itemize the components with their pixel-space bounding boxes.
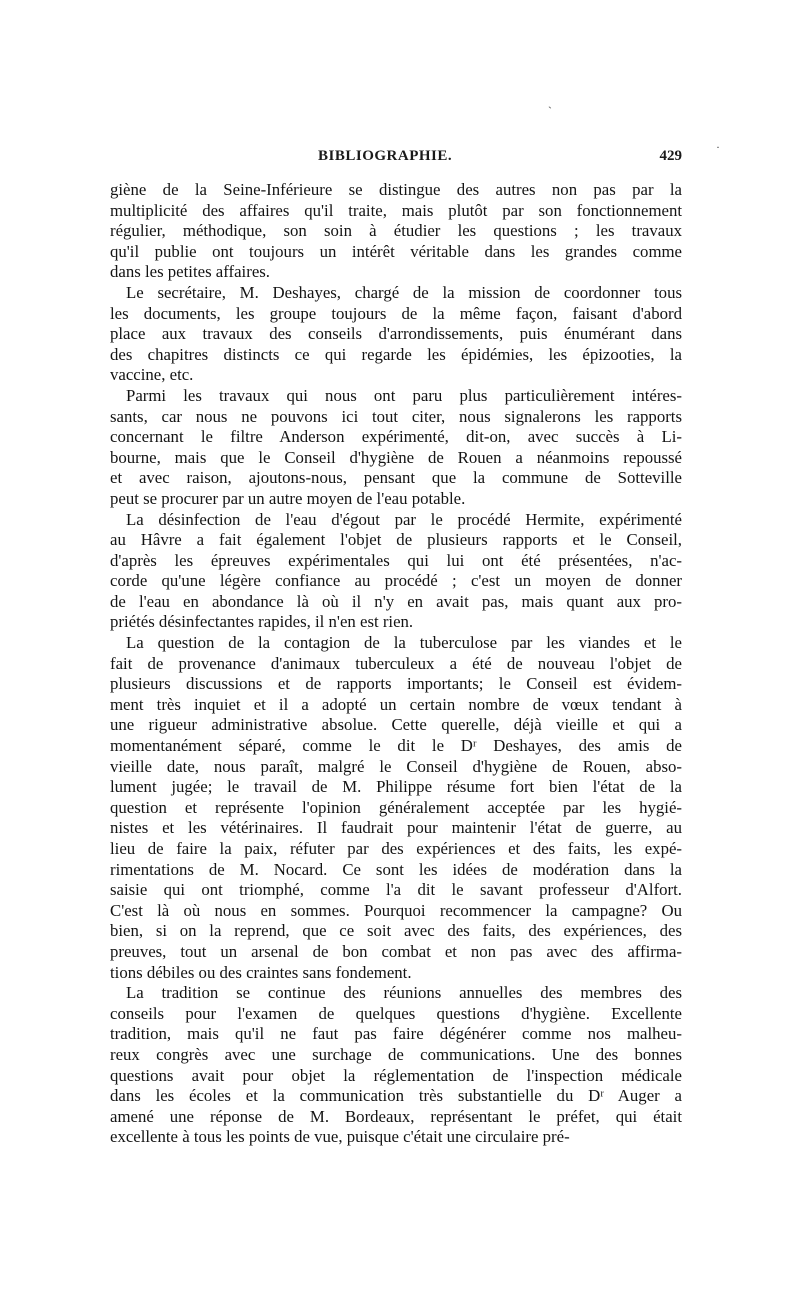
text-line: de l'eau en abondance là où il n'y en avait pas, mais quant aux pro- <box>110 591 682 611</box>
text-line: tions débiles ou des craintes sans fondement. <box>110 962 412 982</box>
text-line: saisie qui ont triomphé, comme l'a dit le savant professeur d'Alfort. <box>110 880 682 900</box>
text-line: les documents, les groupe toujours de la même façon, faisant d'abord <box>110 303 682 323</box>
text-line: dans les écoles et la communication très substantielle du Dʳ Auger a <box>110 1086 682 1106</box>
text-line: d'après les épreuves expérimentales qui lui ont été présentées, n'ac- <box>110 550 682 570</box>
text-line: nistes et les vétérinaires. Il faudrait pour maintenir l'état de guerre, au <box>110 818 682 838</box>
text-line: place aux travaux des conseils d'arrondissements, puis énumérant dans <box>110 324 682 344</box>
print-speck: ˋ <box>548 104 552 118</box>
body-text <box>110 180 682 1148</box>
text-line: sants, car nous ne pouvons ici tout citer, nous signalerons les rapports <box>110 406 682 426</box>
paragraph <box>110 983 682 1148</box>
text-line: excellente à tous les points de vue, puisque c'était une circulaire pré- <box>110 1127 570 1147</box>
text-line: momentanément séparé, comme le dit le Dʳ Deshayes, des amis de <box>110 736 682 756</box>
text-line: concernant le filtre Anderson expérimenté, dit-on, avec succès à Li- <box>110 427 682 447</box>
text-line: question et représente l'opinion généralement acceptée par les hygié- <box>110 797 682 817</box>
text-line: La question de la contagion de la tuberculose par les viandes et le <box>126 633 682 653</box>
text-line: vaccine, etc. <box>110 365 194 385</box>
text-line: amené une réponse de M. Bordeaux, représentant le préfet, qui était <box>110 1106 682 1126</box>
text-line: plusieurs discussions et de rapports importants; le Conseil est évidem- <box>110 674 682 694</box>
text-line: peut se procurer par un autre moyen de l'eau potable. <box>110 488 466 508</box>
paragraph <box>110 633 682 983</box>
text-line: multiplicité des affaires qu'il traite, mais plutôt par son fonctionnement <box>110 200 682 220</box>
print-speck: · <box>716 140 720 154</box>
text-line: Le secrétaire, M. Deshayes, chargé de la mission de coordonner tous <box>126 282 682 302</box>
text-line: lieu de faire la paix, réfuter par des expériences et des faits, les expé- <box>110 839 682 858</box>
text-line: La tradition se continue des réunions annuelles des membres des <box>126 983 682 1003</box>
text-line: preuves, tout un arsenal de bon combat et non pas avec des affirma- <box>110 941 682 961</box>
text-line: Parmi les travaux qui nous ont paru plus particulièrement intéres- <box>126 385 682 405</box>
text-line: reux congrès avec une surchage de communications. Une des bonnes <box>110 1044 682 1064</box>
text-line: une rigueur administrative absolue. Cette querelle, déjà vieille et qui a <box>110 715 682 735</box>
paragraph <box>110 180 682 283</box>
text-line: bourne, mais que le Conseil d'hygiène de Rouen a néanmoins repoussé <box>110 447 682 467</box>
text-line: et avec raison, ajoutons-nous, pensant que la commune de Sotteville <box>110 468 682 488</box>
text-line: qu'il publie ont toujours un intérêt véritable dans les grandes comme <box>110 241 682 261</box>
text-line: giène de la Seine-Inférieure se distingue des autres non pas par la <box>110 180 682 199</box>
text-line: au Hâvre a fait également l'objet de plusieurs rapports et le Conseil, <box>110 530 682 550</box>
text-line: bien, si on la reprend, que ce soit avec des faits, des expériences, des <box>110 921 682 941</box>
text-line: tradition, mais qu'il ne faut pas faire dégénérer comme nos malheu- <box>110 1024 682 1044</box>
text-line: des chapitres distincts ce qui regarde les épidémies, les épizooties, la <box>110 344 682 364</box>
page-header <box>110 148 682 170</box>
paragraph <box>110 283 682 386</box>
text-line: lument jugée; le travail de M. Philippe résume fort bien l'état de la <box>110 777 682 797</box>
text-line: dans les petites affaires. <box>110 262 270 282</box>
text-line: priétés désinfectantes rapides, il n'en est rien. <box>110 612 414 632</box>
paragraph <box>110 510 682 634</box>
text-line: ment très inquiet et il a adopté un certain nombre de vœux tendant à <box>110 694 682 714</box>
text-line: régulier, méthodique, son soin à étudier les questions ; les travaux <box>110 221 682 241</box>
page-number: 429 <box>659 148 682 164</box>
text-line: fait de provenance d'animaux tuberculeux a été de nouveau l'objet de <box>110 653 682 673</box>
text-line: questions avait pour objet la réglementation de l'inspection médicale <box>110 1065 682 1085</box>
text-line: C'est là où nous en sommes. Pourquoi recommencer la campagne? Ou <box>110 900 682 920</box>
text-line: conseils pour l'examen de quelques questions d'hygiène. Excellente <box>110 1003 682 1023</box>
paragraph <box>110 386 682 510</box>
text-line: La désinfection de l'eau d'égout par le procédé Hermite, expérimenté <box>126 509 682 529</box>
text-line: vieille date, nous paraît, malgré le Conseil d'hygiène de Rouen, abso- <box>110 756 682 776</box>
running-title: BIBLIOGRAPHIE. <box>318 148 453 164</box>
text-line: rimentations de M. Nocard. Ce sont les idées de modération dans la <box>110 859 682 879</box>
text-line: corde qu'une légère confiance au procédé ; c'est un moyen de donner <box>110 571 682 591</box>
